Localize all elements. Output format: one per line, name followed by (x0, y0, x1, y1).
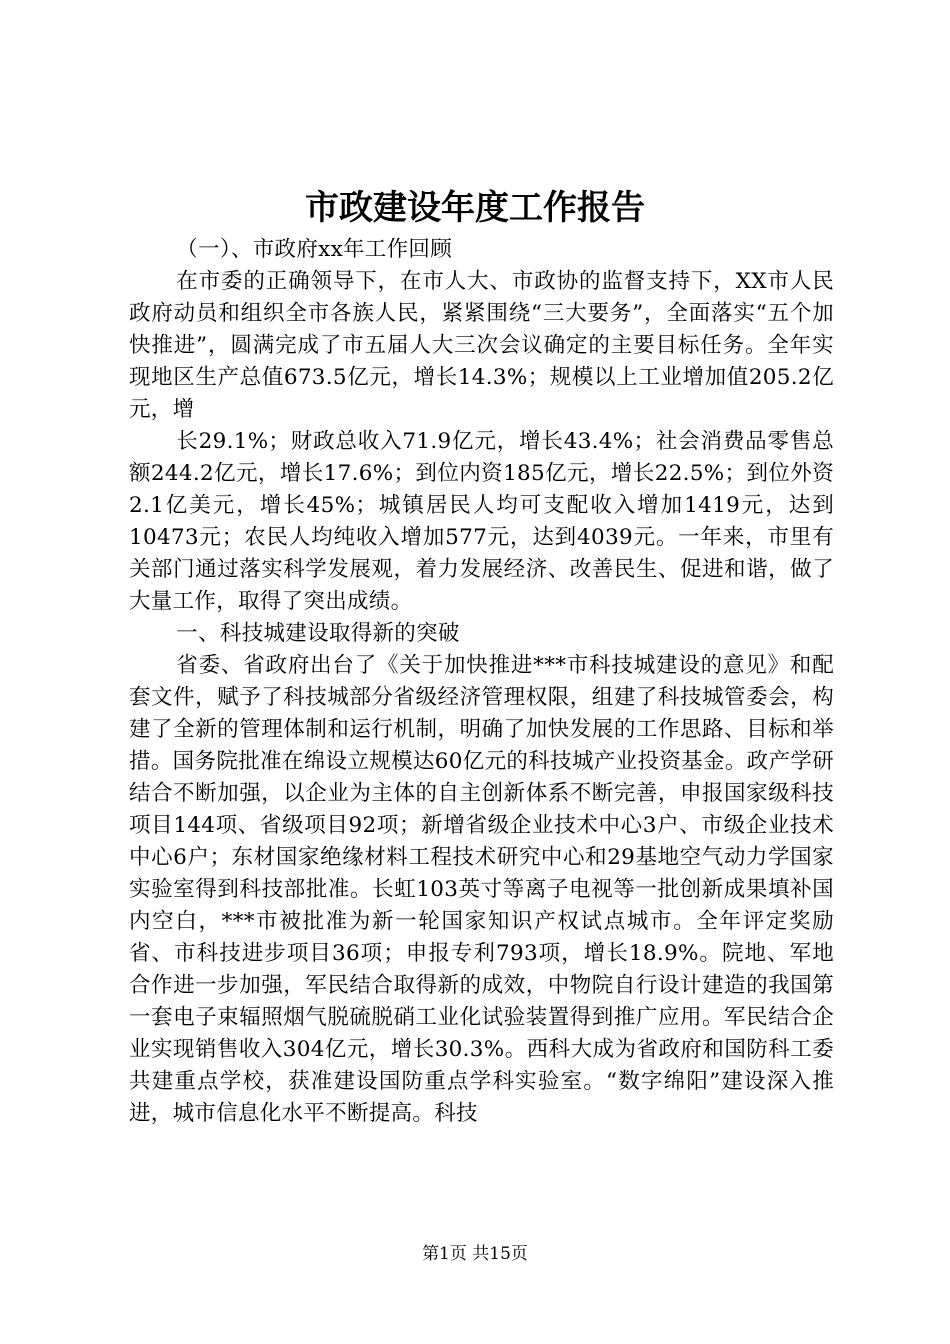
body-paragraph: 在市委的正确领导下，在市人大、市政协的监督支持下，XX市人民政府动员和组织全市各族人民，紧紧围绕“三大要务”，全面落实“五个加快推进”，圆满完成了市五届人大三次会议确定的主要目标任务。全年实现地区生产总值673.5亿元，增长14.3%；规模以上工业增加值205.2亿元，增 (129, 269, 834, 422)
page-number-footer: 第1页 共15页 (422, 1244, 528, 1264)
document-title: 市政建设年度工作报告 (305, 188, 645, 228)
body-paragraph: 长29.1%；财政总收入71.9亿元，增长43.4%；社会消费品零售总额244.2亿元，增长17.6%；到位内资185亿元，增长22.5%；到位外资2.1亿美元，增长45%；城镇居民人均可支配收入增加1419元，达到10473元；农民人均纯收入增加577元，达到4039元。一年来，市里有关部门通过落实科学发展观，着力发展经济、改善民生、促进和谐，做了大量工作，取得了突出成绩。 (129, 429, 834, 614)
section-heading: （一）、市政府xx年工作回顾 (176, 237, 452, 262)
section-heading: 一、科技城建设取得新的突破 (176, 621, 460, 646)
document-body (129, 234, 834, 1130)
body-paragraph: 省委、省政府出台了《关于加快推进***市科技城建设的意见》和配套文件，赋予了科技城部分省级经济管理权限，组建了科技城管委会，构建了全新的管理体制和运行机制，明确了加快发展的工作思路、目标和举措。国务院批准在绵设立规模达60亿元的科技城产业投资基金。政产学研结合不断加强，以企业为主体的自主创新体系不断完善，申报国家级科技项目144项、省级项目92项；新增省级企业技术中心3户、市级企业技术中心6户；东材国家绝缘材料工程技术研究中心和29基地空气动力学国家实验室得到科技部批准。长虹103英寸等离子电视等一批创新成果填补国内空白，***市被批准为新一轮国家知识产权试点城市。全年评定奖励省、市科技进步项目36项；申报专利793项，增长18.9%。院地、军地合作进一步加强，军民结合取得新的成效，中物院自行设计建造的我国第一套电子束辐照烟气脱硫脱硝工业化试验装置得到推广应用。军民结合企业实现销售收入304亿元，增长30.3%。西科大成为省政府和国防科工委共建重点学校，获准建设国防重点学科实验室。“数字绵阳”建设深入推进，城市信息化水平不断提高。科技 (129, 653, 834, 1126)
